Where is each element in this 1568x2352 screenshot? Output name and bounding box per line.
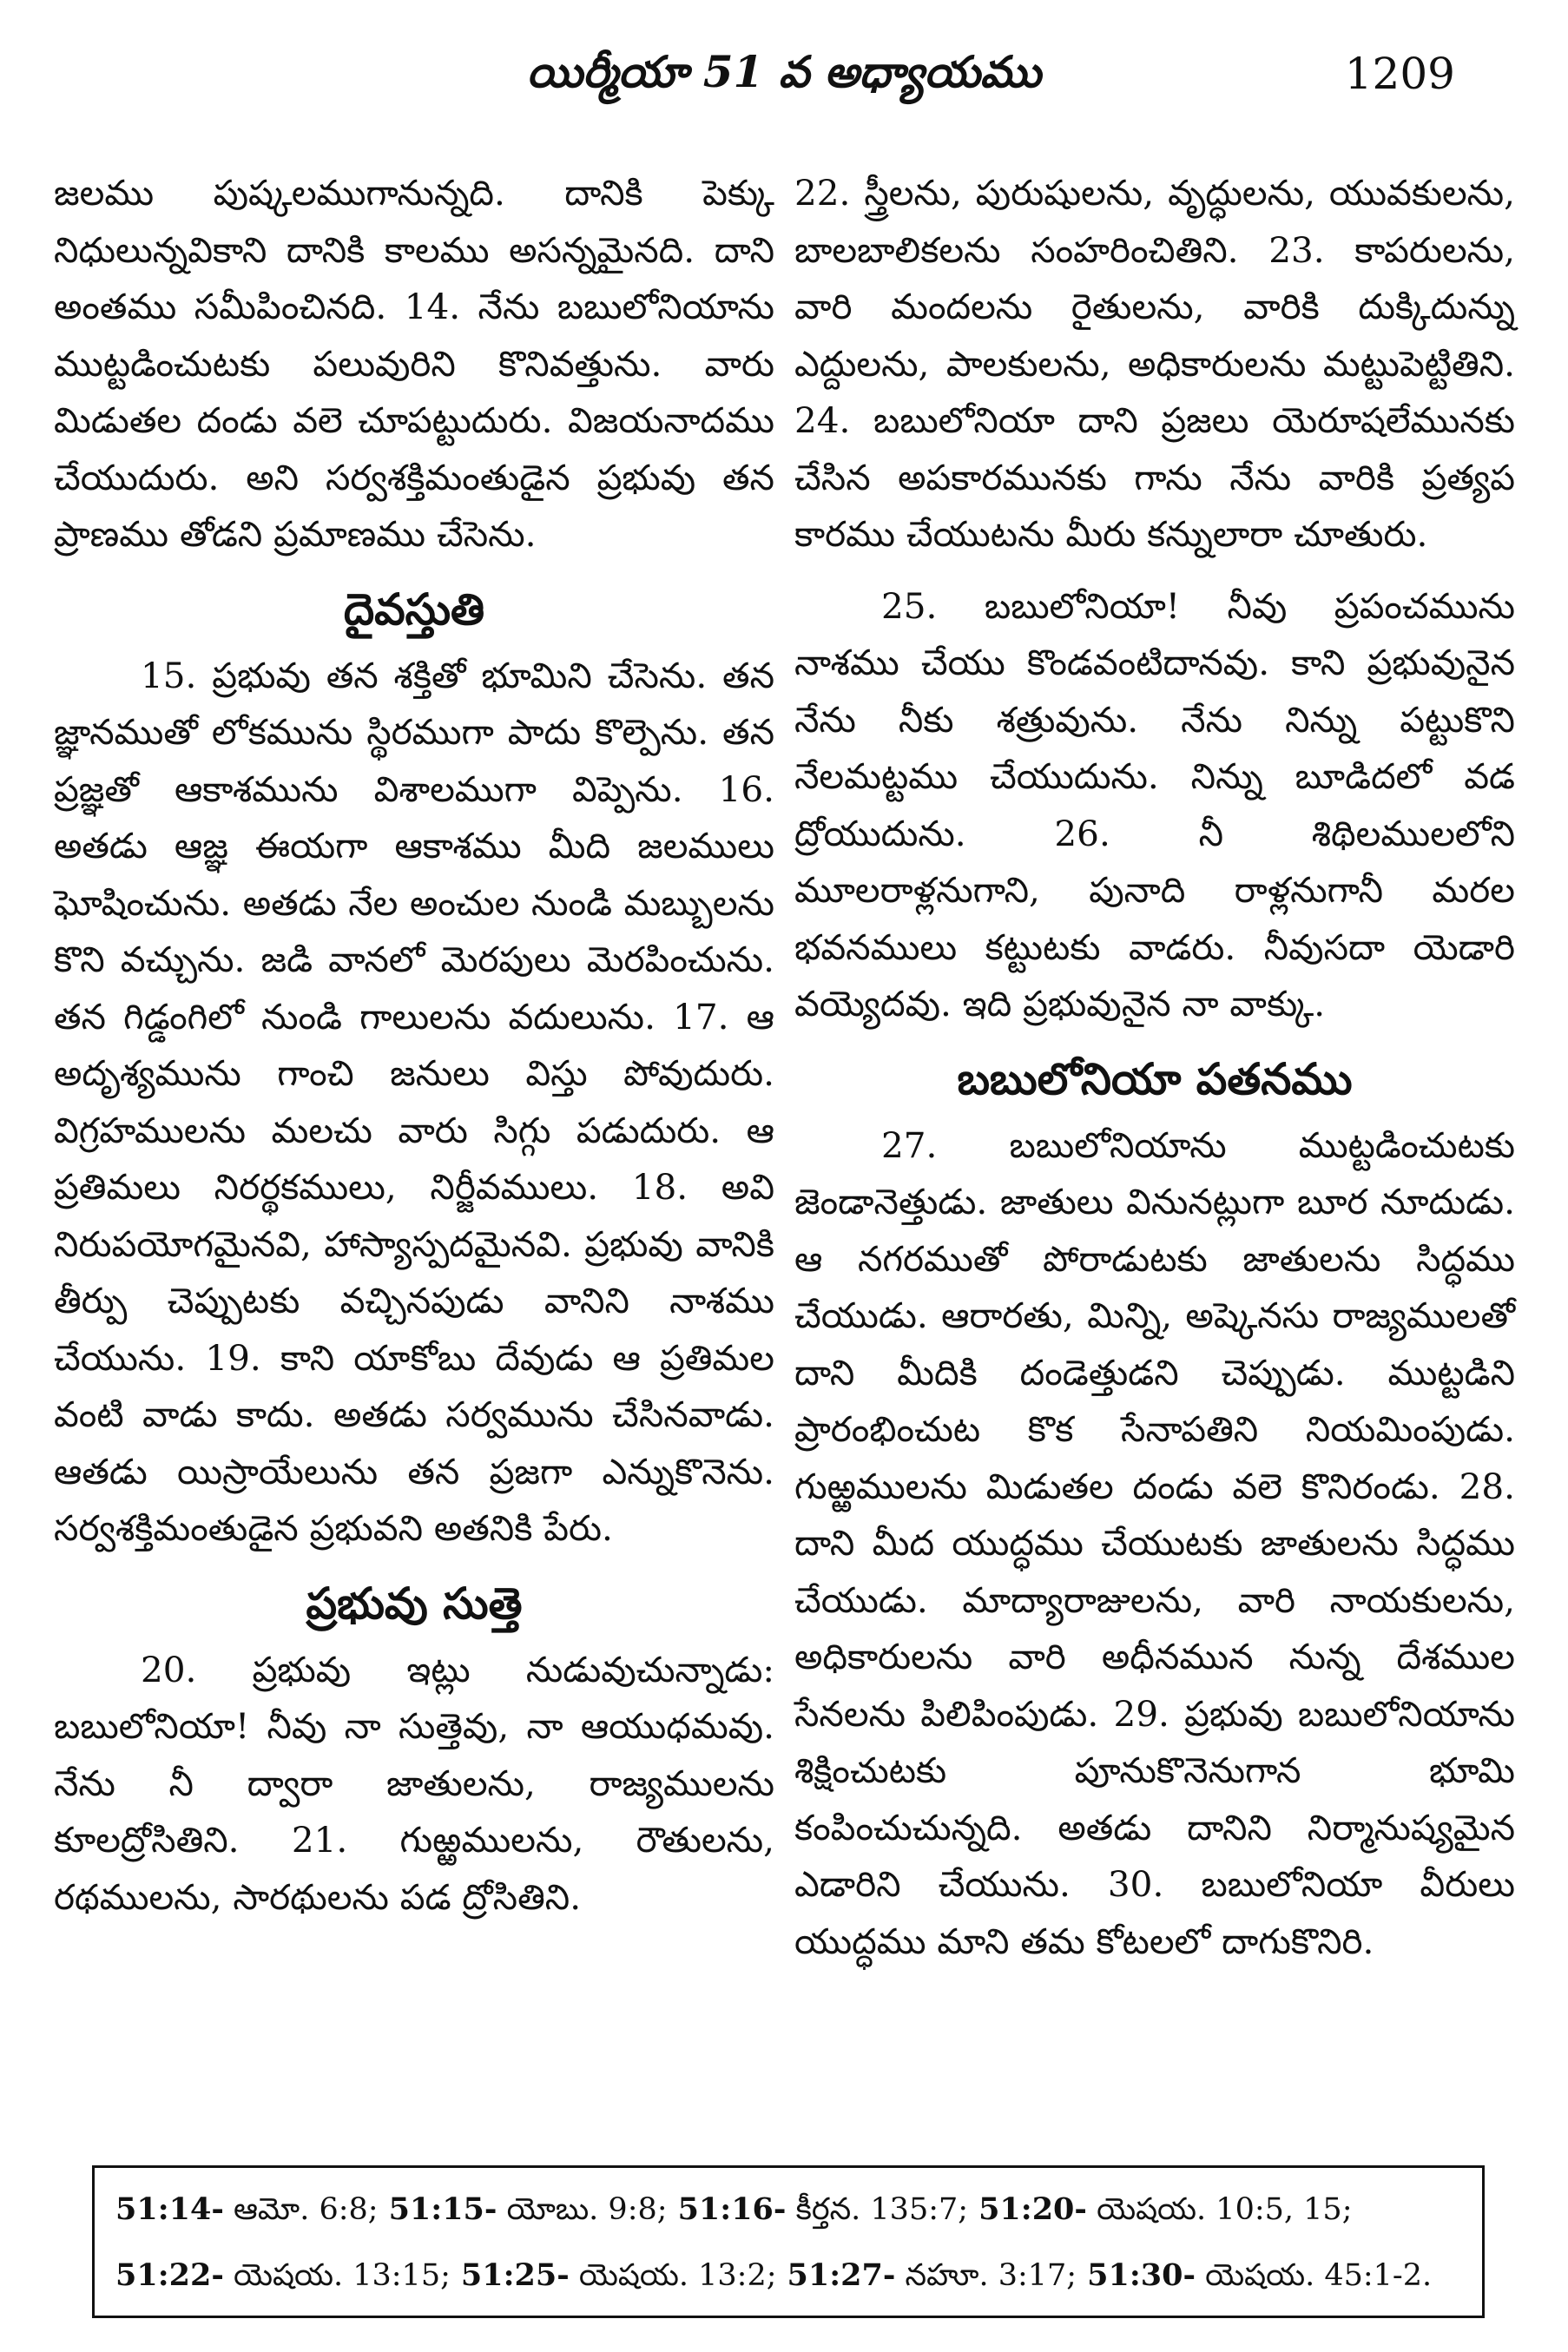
reference-verse: 51:16- [677, 2191, 787, 2227]
references-line-1 [115, 2177, 1461, 2243]
reference-item [115, 2258, 451, 2293]
paragraph: 27. బబులోనియాను ముట్టడించుటకు జెండానెత్తుడు. జాతులు వినునట్లుగా బూర నూదుడు. ఆ నగరముతో పోరాడుటకు జాతులను సిద్ధము చేయుడు. ఆరారతు, మిన్ని, అష్కెనసు రాజ్యములతో దాని మీదికి దండెత్తుడని చెప్పుడు. ముట్టడిని ప్రారంభించుట కొక సేనాపతిని నియమింపుడు. గుఱ్ఱములను మిడుతల దండు వలె కొనిరండు. 28. దాని మీద యుద్ధము చేయుటకు జాతులను సిద్ధము చేయుడు. మాద్యారాజులను, వారి నాయకులను, అధికారులను వారి అధీనమున నున్న దేశముల సేనలను పిలిపింపుడు. 29. ప్రభువు బబులోనియాను శిక్షించుటకు పూనుకొనెనుగాన భూమి కంపించుచున్నది. అతడు దానిని నిర్మానుష్యమైన ఎడారిని చేయును. 30. బబులోనియా వీరులు యుద్ధము మాని తమ కోటలలో దాగుకొనిరి. [794, 1123, 1515, 1962]
reference-citation: యెషయ. 13:2; [578, 2258, 777, 2293]
reference-citation: కీర్తన. 135:7; [795, 2192, 969, 2227]
right-column [794, 165, 1515, 1985]
section-heading: ప్రభువు సుత్తె [306, 1577, 523, 1629]
paragraph: జలము పుష్కలముగానున్నది. దానికి పెక్కు నిధులున్నవికాని దానికి కాలము అసన్నమైనది. దాని అంతము సమీపించినది. 14. నేను బబులోనియాను ముట్టడించుటకు పలువురిని కొనివత్తును. వారు మిడుతల దండు వలె చూపట్టుదురు. విజయనాదము చేయుదురు. అని సర్వశక్తిమంతుడైన ప్రభువు తన ప్రాణము తోడని ప్రమాణము చేసెను. [54, 172, 774, 555]
cross-references-box [92, 2165, 1485, 2318]
reference-item [1087, 2258, 1432, 2293]
left-column [54, 165, 774, 1940]
reference-citation: యోబు. 9:8; [506, 2192, 668, 2227]
paragraph: 22. స్త్రీలను, పురుషులను, వృద్ధులను, యువకులను, బాలబాలికలను సంహరించితిని. 23. కాపరులను, వారి మందలను రైతులను, వారికి దుక్కిదున్ను ఎద్దులను, పాలకులను, అధికారులను మట్టుపెట్టితిని. 24. బబులోనియా దాని ప్రజలు యెరూషలేమునకు చేసిన అపకారమునకు గాను నేను వారికి ప్రత్యప కారము చేయుటను మీరు కన్నులారా చూతురు. [794, 172, 1515, 555]
section-heading: బబులోనియా పతనము [957, 1052, 1353, 1104]
reference-verse: 51:15- [388, 2191, 497, 2227]
reference-verse: 51:20- [978, 2191, 1087, 2227]
reference-item [461, 2258, 777, 2293]
reference-citation: యెషయ. 13:15; [234, 2258, 451, 2293]
reference-verse: 51:22- [115, 2257, 224, 2293]
reference-verse: 51:25- [460, 2257, 570, 2293]
reference-item [389, 2192, 668, 2227]
reference-item [787, 2258, 1077, 2293]
reference-verse: 51:27- [787, 2257, 896, 2293]
paragraph: 20. ప్రభువు ఇట్లు నుడువుచున్నాడు: బబులోనియా! నీవు నా సుత్తెవు, నా ఆయుధమవు. నేను నీ ద్వారా జాతులను, రాజ్యములను కూలద్రోసితిని. 21. గుఱ్ఱములను, రౌతులను, రథములను, సారథులను పడ ద్రోసితిని. [54, 1648, 774, 1918]
reference-item [115, 2192, 379, 2227]
reference-verse: 51:14- [115, 2191, 224, 2227]
reference-citation: ఆమో. 6:8; [234, 2192, 379, 2227]
chapter-title: యిర్మీయా 51 వ అధ్యాయము [526, 46, 1042, 97]
page-number: 1209 [1344, 49, 1455, 99]
reference-citation: యెషయ. 45:1-2. [1205, 2258, 1433, 2293]
reference-item [978, 2192, 1352, 2227]
reference-citation: నహూ. 3:17; [905, 2258, 1077, 2293]
reference-citation: యెషయ. 10:5, 15; [1097, 2192, 1353, 2227]
section-heading: దైవస్తుతి [343, 583, 485, 635]
references-line-2 [115, 2243, 1461, 2309]
paragraph: 25. బబులోనియా! నీవు ప్రపంచమును నాశము చేయు కొండవంటిదానవు. కాని ప్రభువునైన నేను నీకు శత్రువును. నేను నిన్ను పట్టుకొని నేలమట్టము చేయుదును. నిన్ను బూడిదలో వడ ద్రోయుదును. 26. నీ శిథిలములలోని మూలరాళ్లనుగాని, పునాది రాళ్లనుగానీ మరల భవనములు కట్టుటకు వాడరు. నీవుసదా యెడారి వయ్యెదవు. ఇది ప్రభువునైన నా వాక్కు. [794, 584, 1515, 1024]
paragraph: 15. ప్రభువు తన శక్తితో భూమిని చేసెను. తన జ్ఞానముతో లోకమును స్థిరముగా పాదు కొల్పెను. తన ప్రజ్ఞతో ఆకాశమును విశాలముగా విప్పెను. 16. అతడు ఆజ్ఞ ఈయగా ఆకాశము మీది జలములు ఘోషించును. అతడు నేల అంచుల నుండి మబ్బులను కొని వచ్చును. జడి వానలో మెరపులు మెరపించును. తన గిడ్డంగిలో నుండి గాలులను వదులును. 17. ఆ అదృశ్యమును గాంచి జనులు విస్తు పోవుదురు. విగ్రహములను మలచు వారు సిగ్గు పడుదురు. ఆ ప్రతిమలు నిరర్థకములు, నిర్జీవములు. 18. అవి నిరుపయోగమైనవి, హాస్యాస్పదమైనవి. ప్రభువు వానికి తీర్పు చెప్పుటకు వచ్చినపుడు వానిని నాశము చేయును. 19. కాని యాకోబు దేవుడు ఆ ప్రతిమల వంటి వాడు కాదు. అతడు సర్వమును చేసినవాడు. ఆతడు యిస్రాయేలును తన ప్రజగా ఎన్నుకొనెను. సర్వశక్తిమంతుడైన ప్రభువని అతనికి పేరు. [54, 654, 774, 1549]
reference-verse: 51:30- [1087, 2257, 1196, 2293]
reference-item [678, 2192, 969, 2227]
